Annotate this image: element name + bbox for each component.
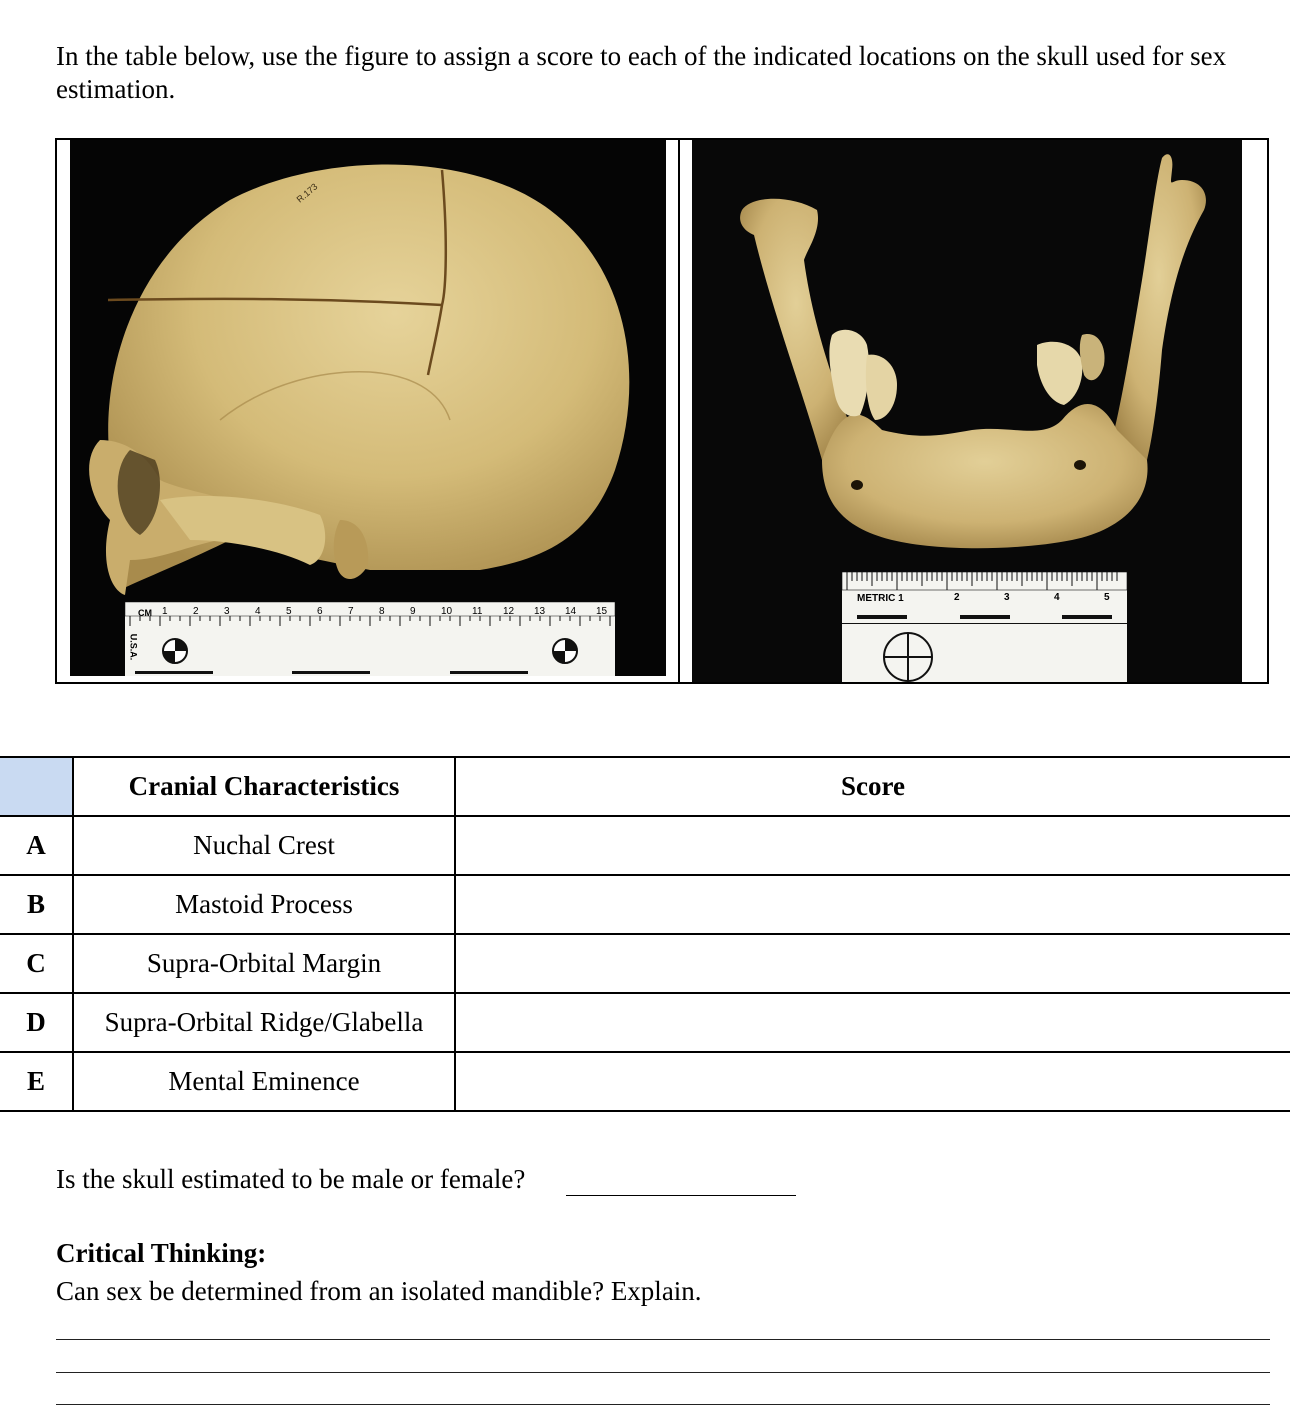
skull-figure [55,138,1269,684]
header-characteristic-cell: Cranial Characteristics [73,757,455,816]
left-scale-number: 6 [317,606,323,617]
left-scale-number: 5 [286,606,292,617]
row-letter: A [0,816,73,875]
row-characteristic: Mental Eminence [73,1052,455,1111]
score-cell[interactable] [455,1052,1290,1111]
table-row [0,816,1290,875]
skull-lateral-photo [70,140,666,676]
left-scale-number: 2 [193,606,199,617]
left-scale-number: 12 [503,606,515,617]
row-letter: C [0,934,73,993]
table-header-row [0,757,1290,816]
row-letter: D [0,993,73,1052]
row-characteristic: Supra-Orbital Ridge/Glabella [73,993,455,1052]
left-scale-number: 4 [255,606,261,617]
score-cell[interactable] [455,934,1290,993]
table-row [0,934,1290,993]
answer-writing-line[interactable] [56,1339,1270,1340]
row-characteristic: Supra-Orbital Margin [73,934,455,993]
left-scale-number: 3 [224,606,230,617]
left-scale-number: 10 [441,606,453,617]
sex-answer-blank[interactable] [566,1195,796,1196]
row-characteristic: Nuchal Crest [73,816,455,875]
row-letter: B [0,875,73,934]
score-cell[interactable] [455,816,1290,875]
table-row [0,875,1290,934]
row-letter: E [0,1052,73,1111]
left-scale-number: 15 [596,606,608,617]
left-scale-number: 8 [379,606,385,617]
score-cell[interactable] [455,875,1290,934]
sex-question: Is the skull estimated to be male or female? [56,1164,526,1194]
critical-thinking-question: Can sex be determined from an isolated mandible? Explain. [56,1276,702,1306]
left-scale-number: 11 [472,606,483,617]
right-scale-number: 4 [1054,592,1060,603]
specimen-mark-label: R.173 [294,181,320,205]
figure-divider [678,140,680,682]
left-scale-number: 14 [565,606,577,617]
left-scale-number: 7 [348,606,354,617]
scores-table [0,756,1290,1112]
header-score-cell: Score [455,757,1290,816]
score-cell[interactable] [455,993,1290,1052]
right-scale-unit-label: METRIC 1 [857,593,904,604]
left-scale-side-label: U.S.A. [128,633,139,661]
answer-writing-line[interactable] [56,1404,1270,1405]
row-characteristic: Mastoid Process [73,875,455,934]
answer-writing-line[interactable] [56,1372,1270,1373]
left-scale-number: 13 [534,606,546,617]
table-row [0,1052,1290,1111]
right-scale-number: 3 [1004,592,1010,603]
left-scale-unit-label: CM [138,608,152,618]
right-scale-number: 5 [1104,592,1110,603]
right-scale-number: 2 [954,592,960,603]
mandible-photo [692,140,1242,682]
header-letter-cell [0,757,73,816]
critical-thinking-heading: Critical Thinking: [56,1238,267,1268]
table-row [0,993,1290,1052]
instructions-text: In the table below, use the figure to assign a score to each of the indicated locations on the skull used for sex estimation. [56,41,1227,104]
left-scale-number: 1 [162,606,168,617]
left-scale-number: 9 [410,606,416,617]
